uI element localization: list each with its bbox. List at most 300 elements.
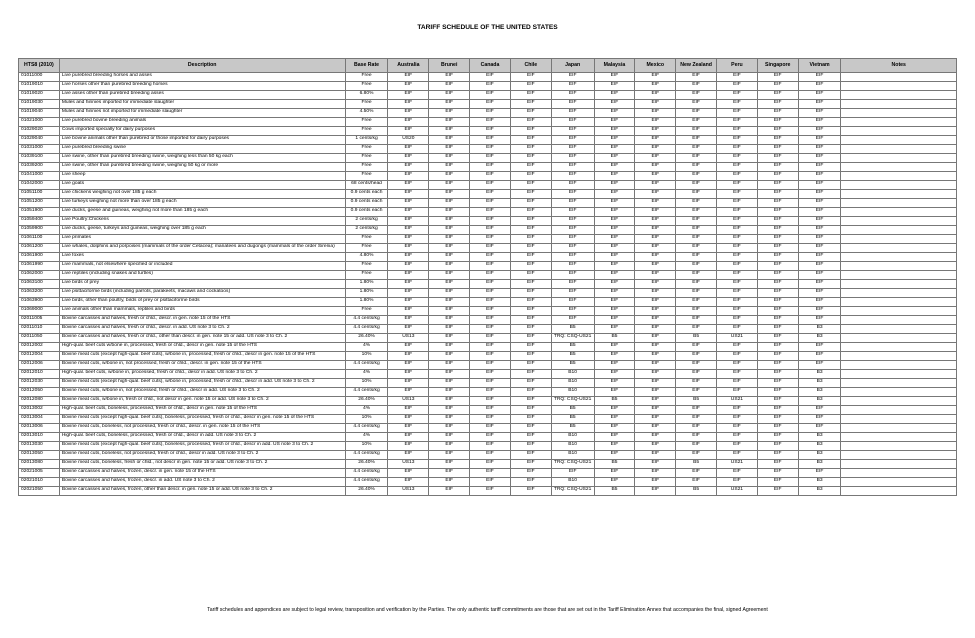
table-row <box>19 244 957 253</box>
table-cell: EIF <box>717 298 758 307</box>
description-cell: Live swine, other than purebred breeding swine, weighing 50 kg or more <box>59 163 345 172</box>
table-cell: EIF <box>798 82 841 91</box>
hts-code-cell: 02012050 <box>19 388 60 397</box>
hts-code-cell: 01031000 <box>19 145 60 154</box>
table-cell: EIF <box>510 82 551 91</box>
table-cell: EIF <box>635 487 676 496</box>
table-cell: EIF <box>510 478 551 487</box>
table-cell: B3 <box>798 388 841 397</box>
table-cell: EIF <box>798 181 841 190</box>
column-header: New Zealand <box>676 59 717 73</box>
table-cell: EIF <box>429 487 470 496</box>
hts-code-cell: 02021050 <box>19 487 60 496</box>
table-cell: EIF <box>757 334 798 343</box>
table-cell: EIF <box>551 190 594 199</box>
table-cell: EIF <box>510 370 551 379</box>
table-row <box>19 226 957 235</box>
table-cell: EIF <box>429 199 470 208</box>
table-cell: EIF <box>635 415 676 424</box>
table-row <box>19 343 957 352</box>
hts-code-cell: 01029040 <box>19 136 60 145</box>
table-cell <box>841 325 957 334</box>
table-cell: EIF <box>429 469 470 478</box>
description-cell: Bovine meat cuts, w/bone in, fresh or chld., not descr in gen. note 15 or add. US note 3 to Ch. 2 <box>59 397 345 406</box>
table-cell: EIF <box>717 154 758 163</box>
table-cell: EIF <box>510 361 551 370</box>
table-cell: EIF <box>798 91 841 100</box>
table-cell: EIF <box>551 199 594 208</box>
table-cell: EIF <box>551 172 594 181</box>
table-cell: EIF <box>510 289 551 298</box>
table-cell: 26.40% <box>345 460 388 469</box>
table-cell: EIF <box>594 271 635 280</box>
table-cell: EIF <box>510 397 551 406</box>
table-cell: 4% <box>345 343 388 352</box>
table-cell: EIF <box>510 460 551 469</box>
table-cell: EIF <box>798 289 841 298</box>
table-cell: EIF <box>470 325 511 334</box>
table-cell: EIF <box>676 118 717 127</box>
table-cell: EIF <box>717 352 758 361</box>
table-row <box>19 190 957 199</box>
hts-code-cell: 02013006 <box>19 424 60 433</box>
table-cell: EIF <box>717 226 758 235</box>
table-cell: EIF <box>470 91 511 100</box>
description-cell: Live birds of prey <box>59 280 345 289</box>
table-cell <box>841 451 957 460</box>
table-cell: EIF <box>388 145 429 154</box>
table-cell: 4% <box>345 406 388 415</box>
table-cell: EIF <box>757 100 798 109</box>
table-cell <box>841 370 957 379</box>
table-cell: EIF <box>594 244 635 253</box>
table-cell: EIF <box>676 136 717 145</box>
table-cell: EIF <box>676 100 717 109</box>
table-row <box>19 136 957 145</box>
table-cell: EIF <box>388 307 429 316</box>
table-row <box>19 307 957 316</box>
table-cell: EIF <box>757 253 798 262</box>
column-header: HTS8 (2010) <box>19 59 60 73</box>
table-cell: B5 <box>551 424 594 433</box>
table-cell: EIF <box>470 127 511 136</box>
table-cell: EIF <box>635 424 676 433</box>
table-cell: EIF <box>798 109 841 118</box>
description-cell: Live asses other than purebred breeding asses <box>59 91 345 100</box>
table-cell: EIF <box>676 253 717 262</box>
description-cell: Bovine carcasses and halves, fresh or chld., other than descr. in gen. note 15 or add. US note 3 to Ch. 2 <box>59 334 345 343</box>
table-cell: EIF <box>798 172 841 181</box>
table-cell: EIF <box>717 271 758 280</box>
hts-code-cell: 02013050 <box>19 451 60 460</box>
table-cell: 10% <box>345 415 388 424</box>
table-cell: B3 <box>798 478 841 487</box>
hts-code-cell: 02013030 <box>19 442 60 451</box>
table-row <box>19 370 957 379</box>
table-cell: B3 <box>798 442 841 451</box>
table-cell: EIF <box>676 145 717 154</box>
table-row <box>19 460 957 469</box>
table-cell: EIF <box>510 190 551 199</box>
table-cell: EIF <box>798 154 841 163</box>
table-cell: EIF <box>551 262 594 271</box>
table-cell: EIF <box>635 253 676 262</box>
table-row <box>19 163 957 172</box>
table-cell: B10 <box>551 451 594 460</box>
table-cell: EIF <box>676 316 717 325</box>
table-cell: US13 <box>388 460 429 469</box>
table-row <box>19 235 957 244</box>
hts-code-cell: 01059900 <box>19 226 60 235</box>
table-cell <box>841 379 957 388</box>
table-cell: EIF <box>510 280 551 289</box>
description-cell: Live turkeys weighing not more than over 185 g each <box>59 199 345 208</box>
hts-code-cell: 01051100 <box>19 190 60 199</box>
table-cell: EIF <box>470 361 511 370</box>
table-cell: Free <box>345 163 388 172</box>
description-cell: Bovine meat cuts (except high-qual. beef cuts), boneless, processed, fresh or chld., descr in add. US note 3 to Ch. 2 <box>59 442 345 451</box>
table-cell: EIF <box>635 370 676 379</box>
table-cell: EIF <box>388 208 429 217</box>
hts-code-cell: 01061100 <box>19 235 60 244</box>
table-row <box>19 280 957 289</box>
description-cell: Bovine carcasses and halves, frozen, descr. in gen. note 15 of the HTS <box>59 469 345 478</box>
table-cell: EIF <box>470 154 511 163</box>
hts-code-cell: 02013004 <box>19 415 60 424</box>
table-cell: EIF <box>470 190 511 199</box>
table-cell: B10 <box>551 388 594 397</box>
table-cell: EIF <box>429 433 470 442</box>
table-cell: EIF <box>757 451 798 460</box>
table-cell: B5 <box>594 487 635 496</box>
table-cell: EIF <box>676 271 717 280</box>
table-cell: EIF <box>717 109 758 118</box>
description-cell: High-qual. beef cuts w/bone in, processed, fresh or chld., descr in gen. note 15 of the HTS <box>59 343 345 352</box>
table-cell: B3 <box>798 379 841 388</box>
table-cell: EIF <box>757 190 798 199</box>
table-row <box>19 253 957 262</box>
table-cell: US21 <box>717 334 758 343</box>
table-cell: EIF <box>676 154 717 163</box>
table-cell: EIF <box>757 235 798 244</box>
table-cell: EIF <box>388 280 429 289</box>
table-cell: EIF <box>429 118 470 127</box>
table-cell: EIF <box>388 73 429 82</box>
table-cell: EIF <box>429 73 470 82</box>
table-cell: 1.80% <box>345 298 388 307</box>
table-cell: EIF <box>798 217 841 226</box>
table-cell: EIF <box>470 334 511 343</box>
table-cell: EIF <box>757 298 798 307</box>
table-cell: EIF <box>676 109 717 118</box>
table-cell: EIF <box>429 235 470 244</box>
table-cell: EIF <box>470 109 511 118</box>
table-cell: 4.4 cents/kg <box>345 325 388 334</box>
table-cell: EIF <box>594 163 635 172</box>
table-cell: EIF <box>510 235 551 244</box>
table-cell: EIF <box>635 91 676 100</box>
table-cell: EIF <box>429 82 470 91</box>
table-row <box>19 316 957 325</box>
table-cell: EIF <box>429 280 470 289</box>
table-cell <box>841 154 957 163</box>
table-cell: EIF <box>594 181 635 190</box>
table-cell: EIF <box>757 415 798 424</box>
hts-code-cell: 01021000 <box>19 118 60 127</box>
table-cell: EIF <box>594 433 635 442</box>
table-cell: EIF <box>388 469 429 478</box>
table-cell: EIF <box>470 136 511 145</box>
table-cell: EIF <box>798 235 841 244</box>
table-cell: EIF <box>676 262 717 271</box>
table-cell: EIF <box>551 307 594 316</box>
table-cell: EIF <box>757 154 798 163</box>
table-row <box>19 154 957 163</box>
table-row <box>19 487 957 496</box>
table-cell: EIF <box>594 469 635 478</box>
table-cell: EIF <box>470 433 511 442</box>
table-cell: 10% <box>345 352 388 361</box>
table-row <box>19 379 957 388</box>
column-header: Australia <box>388 59 429 73</box>
table-cell: EIF <box>757 316 798 325</box>
table-cell: US13 <box>388 487 429 496</box>
table-cell: EIF <box>757 145 798 154</box>
table-cell: EIF <box>470 226 511 235</box>
table-cell: 4.50% <box>345 109 388 118</box>
table-cell: EIF <box>510 271 551 280</box>
table-cell: EIF <box>717 208 758 217</box>
description-cell: Live primates <box>59 235 345 244</box>
description-cell: Live purebred bovine breeding animals <box>59 118 345 127</box>
description-cell: Cows imported specially for dairy purposes <box>59 127 345 136</box>
hts-code-cell: 01069000 <box>19 307 60 316</box>
table-cell: US21 <box>717 460 758 469</box>
hts-code-cell: 02013010 <box>19 433 60 442</box>
table-cell: 0.9 cents each <box>345 208 388 217</box>
table-cell: EIF <box>757 82 798 91</box>
description-cell: Mules and hinnies not imported for immediate slaughter <box>59 109 345 118</box>
table-cell: 0.9 cents each <box>345 190 388 199</box>
table-cell: TRQ: CSQ-US21 <box>551 334 594 343</box>
table-cell: EIF <box>510 262 551 271</box>
table-cell: EIF <box>388 361 429 370</box>
table-cell: B5 <box>676 487 717 496</box>
table-cell: EIF <box>510 154 551 163</box>
table-cell: EIF <box>429 127 470 136</box>
table-cell <box>841 460 957 469</box>
table-cell <box>841 469 957 478</box>
table-cell: EIF <box>551 469 594 478</box>
table-cell: Free <box>345 172 388 181</box>
table-row <box>19 82 957 91</box>
table-cell <box>841 487 957 496</box>
table-cell: B5 <box>551 361 594 370</box>
table-cell: B10 <box>551 370 594 379</box>
table-cell: EIF <box>717 199 758 208</box>
table-cell: EIF <box>551 82 594 91</box>
table-cell: 10% <box>345 442 388 451</box>
table-cell: EIF <box>388 226 429 235</box>
table-cell: EIF <box>757 397 798 406</box>
hts-code-cell: 01061200 <box>19 244 60 253</box>
table-cell: 4.4 cents/kg <box>345 424 388 433</box>
table-cell: EIF <box>429 100 470 109</box>
table-cell: EIF <box>388 262 429 271</box>
table-cell: 26.40% <box>345 487 388 496</box>
table-cell: US13 <box>388 397 429 406</box>
table-cell: EIF <box>470 253 511 262</box>
table-cell: EIF <box>510 298 551 307</box>
description-cell: Bovine meat cuts (except high-qual. beef cuts), w/bone in, processed, fresh or chld., descr in gen. note 15 of the HTS <box>59 352 345 361</box>
table-cell: EIF <box>470 298 511 307</box>
table-cell: EIF <box>717 145 758 154</box>
table-cell: EIF <box>388 217 429 226</box>
table-cell: EIF <box>388 451 429 460</box>
table-cell: EIF <box>757 244 798 253</box>
table-cell: 1.80% <box>345 289 388 298</box>
table-cell: EIF <box>757 271 798 280</box>
table-cell: 68 cents/head <box>345 181 388 190</box>
column-header: Base Rate <box>345 59 388 73</box>
table-cell: EIF <box>551 316 594 325</box>
hts-code-cell: 02012080 <box>19 397 60 406</box>
table-cell: EIF <box>470 118 511 127</box>
table-cell: EIF <box>510 352 551 361</box>
table-cell: EIF <box>470 145 511 154</box>
table-cell: EIF <box>798 316 841 325</box>
table-cell: EIF <box>510 406 551 415</box>
table-cell: EIF <box>635 154 676 163</box>
table-row <box>19 73 957 82</box>
description-cell: Live swine, other than purebred breeding swine, weighing less than 50 kg each <box>59 154 345 163</box>
table-cell: EIF <box>635 190 676 199</box>
table-cell: EIF <box>470 352 511 361</box>
hts-code-cell: 01039100 <box>19 154 60 163</box>
table-cell: EIF <box>635 217 676 226</box>
table-row <box>19 91 957 100</box>
table-cell: EIF <box>429 217 470 226</box>
table-cell: EIF <box>551 127 594 136</box>
hts-code-cell: 01051200 <box>19 199 60 208</box>
table-cell: EIF <box>717 73 758 82</box>
table-cell: EIF <box>429 136 470 145</box>
table-cell: B5 <box>594 397 635 406</box>
table-cell: EIF <box>510 217 551 226</box>
table-row <box>19 199 957 208</box>
description-cell: High-qual. beef cuts, w/bone in, processed, fresh or chld., descr in add. US note 3 to Ch. 2 <box>59 370 345 379</box>
table-cell: EIF <box>470 217 511 226</box>
table-cell: Free <box>345 271 388 280</box>
table-cell: EIF <box>551 226 594 235</box>
table-cell: EIF <box>757 370 798 379</box>
table-cell: EIF <box>388 91 429 100</box>
table-cell: 6.80% <box>345 91 388 100</box>
table-cell: EIF <box>717 361 758 370</box>
hts-code-cell: 02012030 <box>19 379 60 388</box>
table-row <box>19 325 957 334</box>
table-cell: EIF <box>594 199 635 208</box>
table-cell: B5 <box>676 334 717 343</box>
table-cell: EIF <box>594 289 635 298</box>
hts-code-cell: 01063200 <box>19 289 60 298</box>
table-cell: EIF <box>551 100 594 109</box>
table-cell: EIF <box>470 235 511 244</box>
table-cell: EIF <box>635 136 676 145</box>
table-cell: EIF <box>635 208 676 217</box>
table-cell: EIF <box>798 361 841 370</box>
table-cell: EIF <box>594 424 635 433</box>
description-cell: Live Poultry:Chickens <box>59 217 345 226</box>
table-cell <box>841 415 957 424</box>
table-cell: EIF <box>798 424 841 433</box>
table-cell: EIF <box>551 280 594 289</box>
description-cell: Live reptiles (including snakes and turtles) <box>59 271 345 280</box>
table-cell: EIF <box>635 406 676 415</box>
table-cell: EIF <box>717 406 758 415</box>
table-cell <box>841 235 957 244</box>
table-cell: EIF <box>717 118 758 127</box>
table-cell: EIF <box>470 73 511 82</box>
table-cell: 1 cents/kg <box>345 136 388 145</box>
table-cell: Free <box>345 154 388 163</box>
table-cell: EIF <box>510 163 551 172</box>
table-cell: EIF <box>635 397 676 406</box>
table-cell: EIF <box>510 334 551 343</box>
table-cell: EIF <box>551 289 594 298</box>
table-cell: EIF <box>798 145 841 154</box>
table-cell: EIF <box>676 406 717 415</box>
table-cell: EIF <box>717 163 758 172</box>
table-cell: EIF <box>551 109 594 118</box>
table-cell: Free <box>345 127 388 136</box>
table-cell: 4.80% <box>345 253 388 262</box>
table-cell: EIF <box>510 433 551 442</box>
table-row <box>19 100 957 109</box>
table-cell: EIF <box>676 451 717 460</box>
table-cell: EIF <box>676 415 717 424</box>
table-cell: 1.80% <box>345 280 388 289</box>
table-cell: EIF <box>757 433 798 442</box>
table-cell: B3 <box>798 487 841 496</box>
table-cell: EIF <box>757 73 798 82</box>
description-cell: Mules and hinnies imported for immediate slaughter <box>59 100 345 109</box>
table-cell <box>841 442 957 451</box>
table-cell <box>841 388 957 397</box>
table-cell: EIF <box>757 469 798 478</box>
table-row <box>19 352 957 361</box>
table-cell: EIF <box>635 127 676 136</box>
table-cell: B3 <box>798 397 841 406</box>
table-cell <box>841 136 957 145</box>
table-cell: EIF <box>429 334 470 343</box>
table-cell: EIF <box>676 379 717 388</box>
table-cell: TRQ: CSQ-US21 <box>551 397 594 406</box>
table-cell: EIF <box>551 136 594 145</box>
table-cell: EIF <box>798 127 841 136</box>
table-row <box>19 397 957 406</box>
description-cell: Bovine meat cuts (except high-qual. beef cuts), boneless, processed, fresh or chld., descr in gen. note 15 of the HTS <box>59 415 345 424</box>
table-cell <box>841 163 957 172</box>
table-cell: EIF <box>757 478 798 487</box>
table-cell: EIF <box>510 118 551 127</box>
table-cell <box>841 316 957 325</box>
table-cell: EIF <box>551 271 594 280</box>
table-cell: EIF <box>635 361 676 370</box>
table-cell: EIF <box>388 82 429 91</box>
table-cell: EIF <box>429 442 470 451</box>
table-cell: EIF <box>510 172 551 181</box>
